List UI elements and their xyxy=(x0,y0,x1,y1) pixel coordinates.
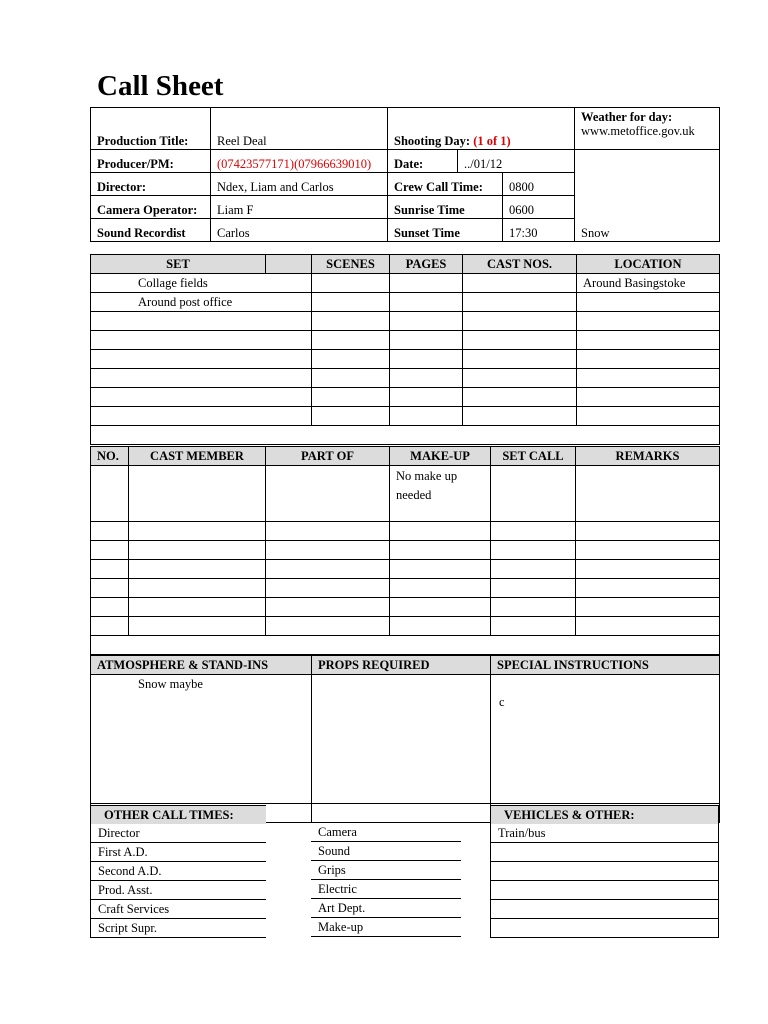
cast-row xyxy=(91,522,720,541)
other-call-times-right xyxy=(311,805,461,937)
spacer-row xyxy=(91,426,720,445)
cast-nos-cell xyxy=(463,388,577,407)
call-time-right-item: Art Dept. xyxy=(311,899,461,918)
set-cell xyxy=(91,407,312,426)
scene-rows xyxy=(91,274,720,426)
cast-row xyxy=(91,598,720,617)
vehicle-item xyxy=(490,900,719,919)
pages-cell xyxy=(390,293,463,312)
atmosphere-header: ATMOSPHERE & STAND-INS xyxy=(91,656,312,675)
makeup-header: MAKE-UP xyxy=(390,447,491,466)
cast-cell xyxy=(576,598,720,617)
page-title: Call Sheet xyxy=(97,70,224,102)
sound-recordist-value: Carlos xyxy=(211,219,388,242)
scenes-cell xyxy=(312,274,390,293)
other-call-times-right-spacer xyxy=(311,805,461,823)
set-cell: Collage fields xyxy=(91,274,312,293)
cast-cell xyxy=(266,579,390,598)
scenes-cell xyxy=(312,388,390,407)
vehicle-item xyxy=(490,862,719,881)
cast-row xyxy=(91,560,720,579)
cast-row xyxy=(91,579,720,598)
call-time-right-item: Camera xyxy=(311,823,461,842)
scenes-cell xyxy=(312,369,390,388)
cast-cell xyxy=(91,541,129,560)
cast-cell xyxy=(491,541,576,560)
scenes-header: SCENES xyxy=(312,255,390,274)
atmosphere-value: Snow maybe xyxy=(91,675,312,804)
cast-cell xyxy=(129,617,266,636)
cast-cell xyxy=(390,541,491,560)
cast-cell xyxy=(491,522,576,541)
other-call-times-left xyxy=(90,805,266,938)
cast-row xyxy=(91,541,720,560)
production-title-label: Production Title: xyxy=(91,108,211,150)
location-cell xyxy=(577,388,720,407)
scene-row xyxy=(91,293,720,312)
spacer-row xyxy=(91,636,720,655)
set-call-header: SET CALL xyxy=(491,447,576,466)
scene-row xyxy=(91,388,720,407)
sunrise-label: Sunrise Time xyxy=(388,196,503,219)
set-extra-header xyxy=(266,255,312,274)
cast-cell xyxy=(390,617,491,636)
shooting-day-cell xyxy=(388,108,575,150)
cast-cell xyxy=(491,579,576,598)
set-cell xyxy=(91,388,312,407)
vehicle-item xyxy=(490,843,719,862)
props-header: PROPS REQUIRED xyxy=(312,656,491,675)
sunset-value: 17:30 xyxy=(503,219,575,242)
cast-cell xyxy=(576,579,720,598)
cast-cell xyxy=(491,466,576,522)
cast-cell xyxy=(576,560,720,579)
cast-cell xyxy=(576,522,720,541)
cast-cell xyxy=(576,617,720,636)
scene-row xyxy=(91,369,720,388)
vehicle-item xyxy=(490,881,719,900)
cast-cell xyxy=(266,541,390,560)
cast-cell xyxy=(129,598,266,617)
cast-cell xyxy=(390,522,491,541)
date-label: Date: xyxy=(388,150,458,173)
scene-row xyxy=(91,407,720,426)
remarks-header: REMARKS xyxy=(576,447,720,466)
scenes-cell xyxy=(312,331,390,350)
cast-cell xyxy=(266,598,390,617)
pages-header: PAGES xyxy=(390,255,463,274)
cast-cell xyxy=(91,560,129,579)
pages-cell xyxy=(390,369,463,388)
other-call-times-section xyxy=(90,805,719,940)
cast-cell xyxy=(576,541,720,560)
scenes-cell xyxy=(312,407,390,426)
cast-cell xyxy=(91,598,129,617)
cast-cell xyxy=(91,466,129,522)
crew-call-value: 0800 xyxy=(503,173,575,196)
cast-nos-header: CAST NOS. xyxy=(463,255,577,274)
cast-cell xyxy=(129,466,266,522)
weather-url: www.metoffice.gov.uk xyxy=(581,124,695,138)
cast-nos-cell xyxy=(463,369,577,388)
cast-cell xyxy=(129,579,266,598)
location-cell xyxy=(577,407,720,426)
weather-value: Snow xyxy=(575,150,720,242)
cast-cell xyxy=(576,466,720,522)
scene-row xyxy=(91,350,720,369)
sunset-label: Sunset Time xyxy=(388,219,503,242)
director-label: Director: xyxy=(91,173,211,196)
cast-nos-cell xyxy=(463,350,577,369)
crew-call-label: Crew Call Time: xyxy=(388,173,503,196)
set-cell: Around post office xyxy=(91,293,312,312)
call-time-left-item: Director xyxy=(90,824,266,843)
pages-cell xyxy=(390,274,463,293)
shooting-day-label: Shooting Day: xyxy=(394,134,471,148)
producer-label: Producer/PM: xyxy=(91,150,211,173)
pages-cell xyxy=(390,350,463,369)
scenes-cell xyxy=(312,312,390,331)
scene-row xyxy=(91,312,720,331)
scene-row xyxy=(91,331,720,350)
cast-cell xyxy=(491,617,576,636)
special-instructions-header: SPECIAL INSTRUCTIONS xyxy=(491,656,720,675)
scenes-cell xyxy=(312,350,390,369)
cast-cell xyxy=(266,560,390,579)
special-instructions-value: c xyxy=(491,675,720,804)
sound-recordist-label: Sound Recordist xyxy=(91,219,211,242)
date-value: ../01/12 xyxy=(458,150,575,173)
cast-cell xyxy=(91,617,129,636)
cast-rows xyxy=(91,522,720,636)
part-of-header: PART OF xyxy=(266,447,390,466)
scene-row xyxy=(91,274,720,293)
cast-cell xyxy=(266,522,390,541)
cast-cell xyxy=(266,617,390,636)
notes-table xyxy=(90,655,720,823)
call-time-right-item: Sound xyxy=(311,842,461,861)
cast-cell xyxy=(91,522,129,541)
cast-cell xyxy=(129,522,266,541)
cast-cell xyxy=(390,560,491,579)
producer-value: (07423577171)(07966639010) xyxy=(211,150,388,173)
no-header: NO. xyxy=(91,447,129,466)
set-cell xyxy=(91,369,312,388)
cast-cell xyxy=(491,598,576,617)
location-cell xyxy=(577,350,720,369)
call-time-left-item: First A.D. xyxy=(90,843,266,862)
weather-cell xyxy=(575,108,720,150)
cast-nos-cell xyxy=(463,274,577,293)
pages-cell xyxy=(390,388,463,407)
call-time-left-item: Script Supr. xyxy=(90,919,266,938)
cast-cell xyxy=(491,560,576,579)
location-header: LOCATION xyxy=(577,255,720,274)
pages-cell xyxy=(390,312,463,331)
vehicles-section xyxy=(490,805,719,938)
cast-cell xyxy=(266,466,390,522)
cast-cell xyxy=(129,560,266,579)
production-title-value: Reel Deal xyxy=(211,108,388,150)
cast-member-header: CAST MEMBER xyxy=(129,447,266,466)
call-time-right-item: Make-up xyxy=(311,918,461,937)
vehicle-item xyxy=(490,919,719,938)
cast-row xyxy=(91,617,720,636)
set-cell xyxy=(91,331,312,350)
camera-operator-label: Camera Operator: xyxy=(91,196,211,219)
cast-table xyxy=(90,446,720,655)
scenes-table xyxy=(90,254,720,445)
cast-cell xyxy=(91,579,129,598)
other-call-times-header: OTHER CALL TIMES: xyxy=(90,805,266,824)
cast-cell xyxy=(129,541,266,560)
props-value xyxy=(312,675,491,804)
set-cell xyxy=(91,312,312,331)
call-time-left-item: Second A.D. xyxy=(90,862,266,881)
location-cell xyxy=(577,312,720,331)
location-cell xyxy=(577,331,720,350)
vehicle-item: Train/bus xyxy=(490,824,719,843)
set-header: SET xyxy=(91,255,266,274)
cast-nos-cell xyxy=(463,312,577,331)
call-time-left-item: Craft Services xyxy=(90,900,266,919)
call-time-left-item: Prod. Asst. xyxy=(90,881,266,900)
makeup-note: No make up needed xyxy=(390,466,491,522)
shooting-day-value: (1 of 1) xyxy=(473,134,511,148)
camera-operator-value: Liam F xyxy=(211,196,388,219)
cast-nos-cell xyxy=(463,293,577,312)
pages-cell xyxy=(390,407,463,426)
production-info-table xyxy=(90,107,720,242)
location-cell xyxy=(577,293,720,312)
director-value: Ndex, Liam and Carlos xyxy=(211,173,388,196)
pages-cell xyxy=(390,331,463,350)
weather-label: Weather for day: xyxy=(581,110,673,124)
location-cell xyxy=(577,369,720,388)
location-cell: Around Basingstoke xyxy=(577,274,720,293)
vehicles-header: VEHICLES & OTHER: xyxy=(490,805,719,824)
cast-cell xyxy=(390,579,491,598)
set-cell xyxy=(91,350,312,369)
call-time-right-item: Electric xyxy=(311,880,461,899)
cast-cell xyxy=(390,598,491,617)
call-time-right-item: Grips xyxy=(311,861,461,880)
sunrise-value: 0600 xyxy=(503,196,575,219)
scenes-cell xyxy=(312,293,390,312)
cast-nos-cell xyxy=(463,331,577,350)
cast-nos-cell xyxy=(463,407,577,426)
